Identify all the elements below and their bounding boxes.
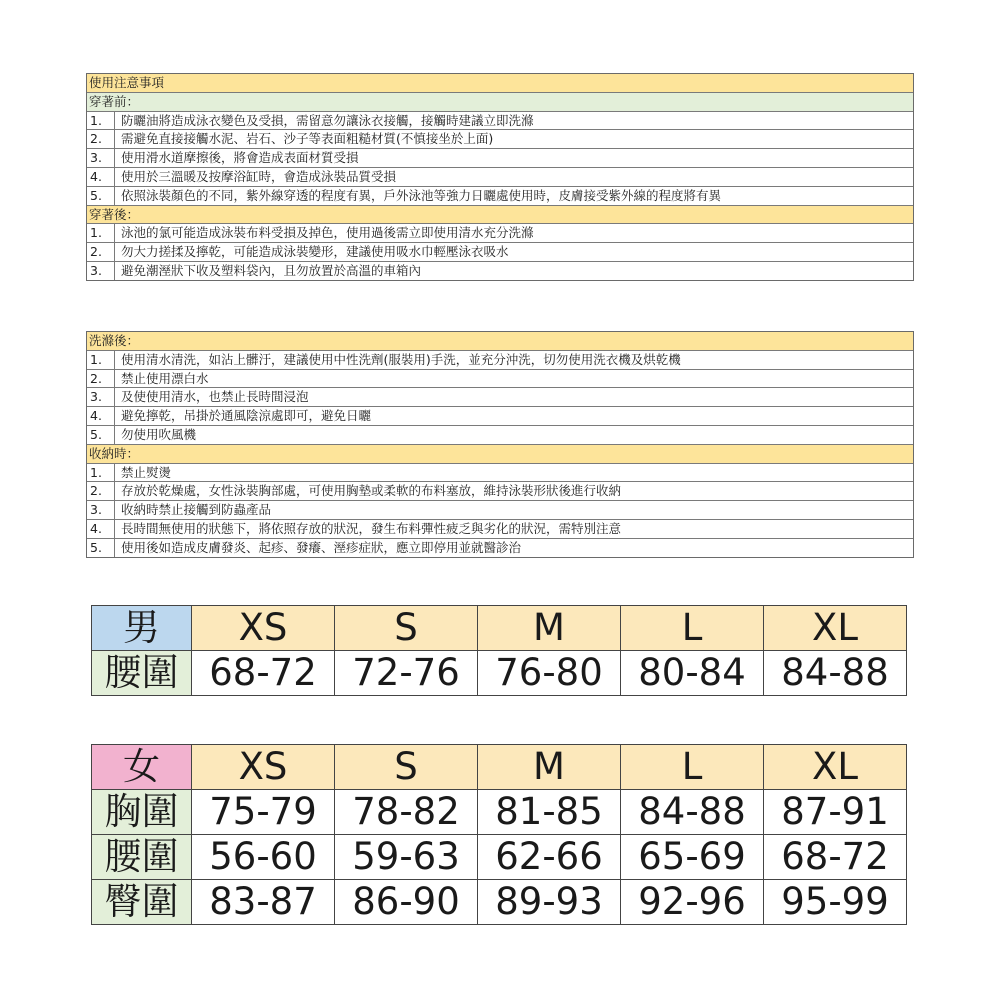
table-cell: 80-84 [621, 651, 764, 696]
list-item: 5. 依照泳裝顏色的不同，紫外線穿透的程度有異，戶外泳池等強力日曬處使用時，皮膚接受紫外線的程度將有異 [87, 186, 913, 205]
list-item: 2. 勿大力搓揉及擰乾，可能造成泳裝變形，建議使用吸水巾輕壓泳衣吸水 [87, 242, 913, 261]
list-item: 1. 泳池的氯可能造成泳裝布料受損及掉色，使用過後需立即使用清水充分洗滌 [87, 223, 913, 242]
women-size-table [91, 744, 907, 925]
men-size-table [91, 605, 907, 696]
table-cell: 62-66 [478, 835, 621, 880]
table-cell: 89-93 [478, 880, 621, 925]
gender-label: 男 [92, 606, 192, 651]
list-item: 1. 使用清水清洗，如沾上髒汙，建議使用中性洗劑(服裝用)手洗，並充分沖洗，切勿使用洗衣機及烘乾機 [87, 350, 913, 369]
size-header: M [478, 606, 621, 651]
size-header: L [621, 606, 764, 651]
table-cell: 95-99 [764, 880, 907, 925]
list-item: 3. 使用滑水道摩擦後，將會造成表面材質受損 [87, 148, 913, 167]
list-item: 1. 禁止熨燙 [87, 463, 913, 482]
table-row [92, 606, 907, 651]
table-row [92, 790, 907, 835]
list-item: 3. 避免潮溼狀下收及塑料袋內，且勿放置於高溫的車箱內 [87, 261, 913, 280]
table-cell: 78-82 [335, 790, 478, 835]
gender-label: 女 [92, 745, 192, 790]
list-item: 4. 避免擰乾，吊掛於通風陰涼處即可，避免日曬 [87, 406, 913, 425]
measure-label: 胸圍 [92, 790, 192, 835]
measure-label: 腰圍 [92, 651, 192, 696]
list-item: 3. 及使使用清水，也禁止長時間浸泡 [87, 387, 913, 406]
size-header: XS [192, 606, 335, 651]
list-item: 2. 需避免直接接觸水泥、岩石、沙子等表面粗糙材質(不慎接坐於上面) [87, 129, 913, 148]
list-item: 1. 防曬油將造成泳衣變色及受損，需留意勿讓泳衣接觸，接觸時建議立即洗滌 [87, 111, 913, 130]
table-cell: 72-76 [335, 651, 478, 696]
usage-notice-box [86, 73, 914, 281]
list-item: 2. 禁止使用漂白水 [87, 369, 913, 388]
table-cell: 86-90 [335, 880, 478, 925]
list-item: 4. 使用於三溫暖及按摩浴缸時，會造成泳裝品質受損 [87, 167, 913, 186]
size-header: XL [764, 606, 907, 651]
size-header: M [478, 745, 621, 790]
before-wearing-heading: 穿著前： [87, 92, 913, 111]
list-item: 3. 收納時禁止接觸到防蟲產品 [87, 500, 913, 519]
list-item: 2. 存放於乾燥處，女性泳裝胸部處，可使用胸墊或柔軟的布料塞放，維持泳裝形狀後進行收納 [87, 481, 913, 500]
table-cell: 84-88 [764, 651, 907, 696]
table-cell: 84-88 [621, 790, 764, 835]
table-row [92, 880, 907, 925]
table-row [92, 651, 907, 696]
measure-label: 臀圍 [92, 880, 192, 925]
care-notice-box [86, 331, 914, 558]
table-row [92, 835, 907, 880]
size-header: S [335, 606, 478, 651]
table-cell: 56-60 [192, 835, 335, 880]
size-header: L [621, 745, 764, 790]
table-cell: 75-79 [192, 790, 335, 835]
table-cell: 81-85 [478, 790, 621, 835]
table-cell: 59-63 [335, 835, 478, 880]
table-cell: 65-69 [621, 835, 764, 880]
notice-title: 使用注意事項 [87, 74, 913, 92]
size-header: XS [192, 745, 335, 790]
storage-heading: 收納時： [87, 444, 913, 463]
size-header: XL [764, 745, 907, 790]
table-cell: 68-72 [192, 651, 335, 696]
size-header: S [335, 745, 478, 790]
table-cell: 87-91 [764, 790, 907, 835]
table-cell: 83-87 [192, 880, 335, 925]
after-washing-heading: 洗滌後： [87, 332, 913, 350]
table-cell: 92-96 [621, 880, 764, 925]
after-wearing-heading: 穿著後： [87, 205, 913, 224]
list-item: 5. 使用後如造成皮膚發炎、起疹、發癢、溼疹症狀，應立即停用並就醫診治 [87, 538, 913, 557]
table-cell: 76-80 [478, 651, 621, 696]
list-item: 5. 勿使用吹風機 [87, 425, 913, 444]
table-row [92, 745, 907, 790]
table-cell: 68-72 [764, 835, 907, 880]
list-item: 4. 長時間無使用的狀態下，將依照存放的狀況，發生布料彈性疲乏與劣化的狀況，需特別注意 [87, 519, 913, 538]
measure-label: 腰圍 [92, 835, 192, 880]
